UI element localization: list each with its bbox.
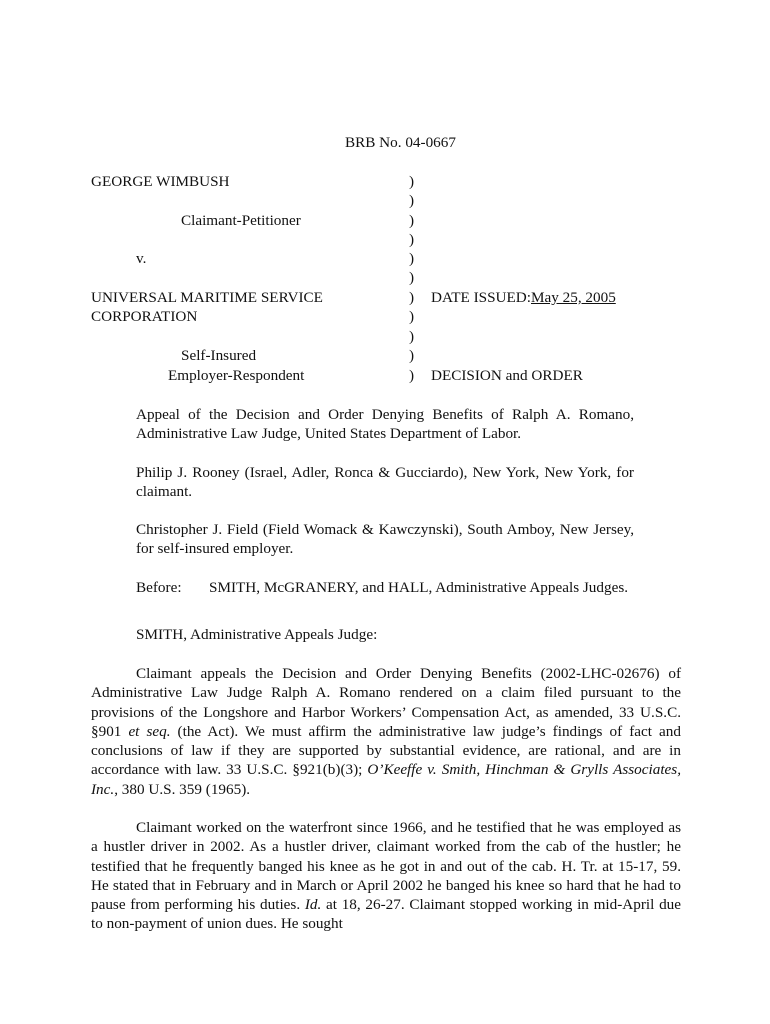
text-run: Claimant appeals the Decision and Order Denying Benefits (2002-LHC-02676) of Administrative Law Judge Ralph A. Romano rendered on a claim filed pursuant to the provisions of the Longshore and Harbor Workers’ Compensation Act, as amended, 33 U.S.C. §901 [91, 665, 681, 740]
caption-paren: ) [409, 308, 415, 325]
caption-paren: ) [409, 192, 415, 209]
respondent-name-line2: CORPORATION [91, 308, 198, 325]
opinion-paragraph-2 [91, 818, 681, 934]
caption-paren: ) [409, 367, 415, 384]
caption-paren: ) [409, 289, 415, 306]
respondent-role-line2: Employer-Respondent [168, 367, 305, 384]
case-citation: O’Keeffe v. Smith, Hinchman & Grylls Associates, Inc. [91, 761, 681, 798]
panel-before [136, 578, 634, 597]
docket-number: BRB No. 04-0667 [345, 134, 456, 151]
date-issued [431, 288, 616, 307]
opinion-author: SMITH, Administrative Appeals Judge: [136, 626, 378, 643]
claimant-role: Claimant-Petitioner [181, 212, 301, 229]
date-issued-label: DATE ISSUED: [431, 289, 531, 306]
opinion-paragraph-1 [91, 664, 681, 799]
respondent-role-line1: Self-Insured [181, 347, 257, 364]
respondent-name-line1: UNIVERSAL MARITIME SERVICE [91, 289, 323, 306]
counsel-claimant: Philip J. Rooney (Israel, Adler, Ronca & Gucciardo), New York, New York, for claimant. [136, 464, 634, 501]
text-run-italic: et seq. [128, 722, 171, 740]
date-issued-value: May 25, 2005 [531, 289, 616, 306]
text-run-italic: Id. [304, 896, 322, 914]
caption-paren: ) [409, 347, 415, 364]
claimant-name: GEORGE WIMBUSH [91, 173, 230, 190]
caption-paren: ) [409, 173, 415, 190]
caption-paren: ) [409, 250, 415, 267]
before-judges: SMITH, McGRANERY, and HALL, Administrative Appeals Judges. [209, 579, 629, 596]
text-run: (the Act). We must affirm the administrative law judge’s findings of fact and conclusions of law if they are supported by substantial evidence, are rational, and are in accordance with law. 33 U.S.C. §921(b)(3); [91, 722, 681, 779]
text-run: Claimant worked on the waterfront since 1966, and he testified that he was employed as a hustler driver in 2002. As a hustler driver, claimant worked from the cab of the hustler; he testified that he frequently banged his knee as he got in and out of the cab. H. Tr. at 15-17, 59. He stated that in February and in March or April 2002 he banged his knee so hard that he had to pause from performing his duties. [91, 819, 681, 914]
caption-paren: ) [409, 269, 415, 286]
caption-paren: ) [409, 328, 415, 345]
counsel-employer: Christopher J. Field (Field Womack & Kawczynski), South Amboy, New Jersey, for self-insured employer. [136, 521, 634, 558]
before-label: Before: [136, 579, 182, 596]
decision-label: DECISION and ORDER [431, 367, 583, 384]
text-run: at 18, 26-27. Claimant stopped working in mid-April due to non-payment of union dues. He sought [91, 896, 681, 933]
caption-paren: ) [409, 231, 415, 248]
caption-paren: ) [409, 212, 415, 229]
appeal-statement: Appeal of the Decision and Order Denying Benefits of Ralph A. Romano, Administrative Law Judge, United States Department of Labor. [136, 406, 634, 443]
versus: v. [136, 250, 147, 267]
text-run: , 380 U.S. 359 (1965). [114, 780, 251, 798]
